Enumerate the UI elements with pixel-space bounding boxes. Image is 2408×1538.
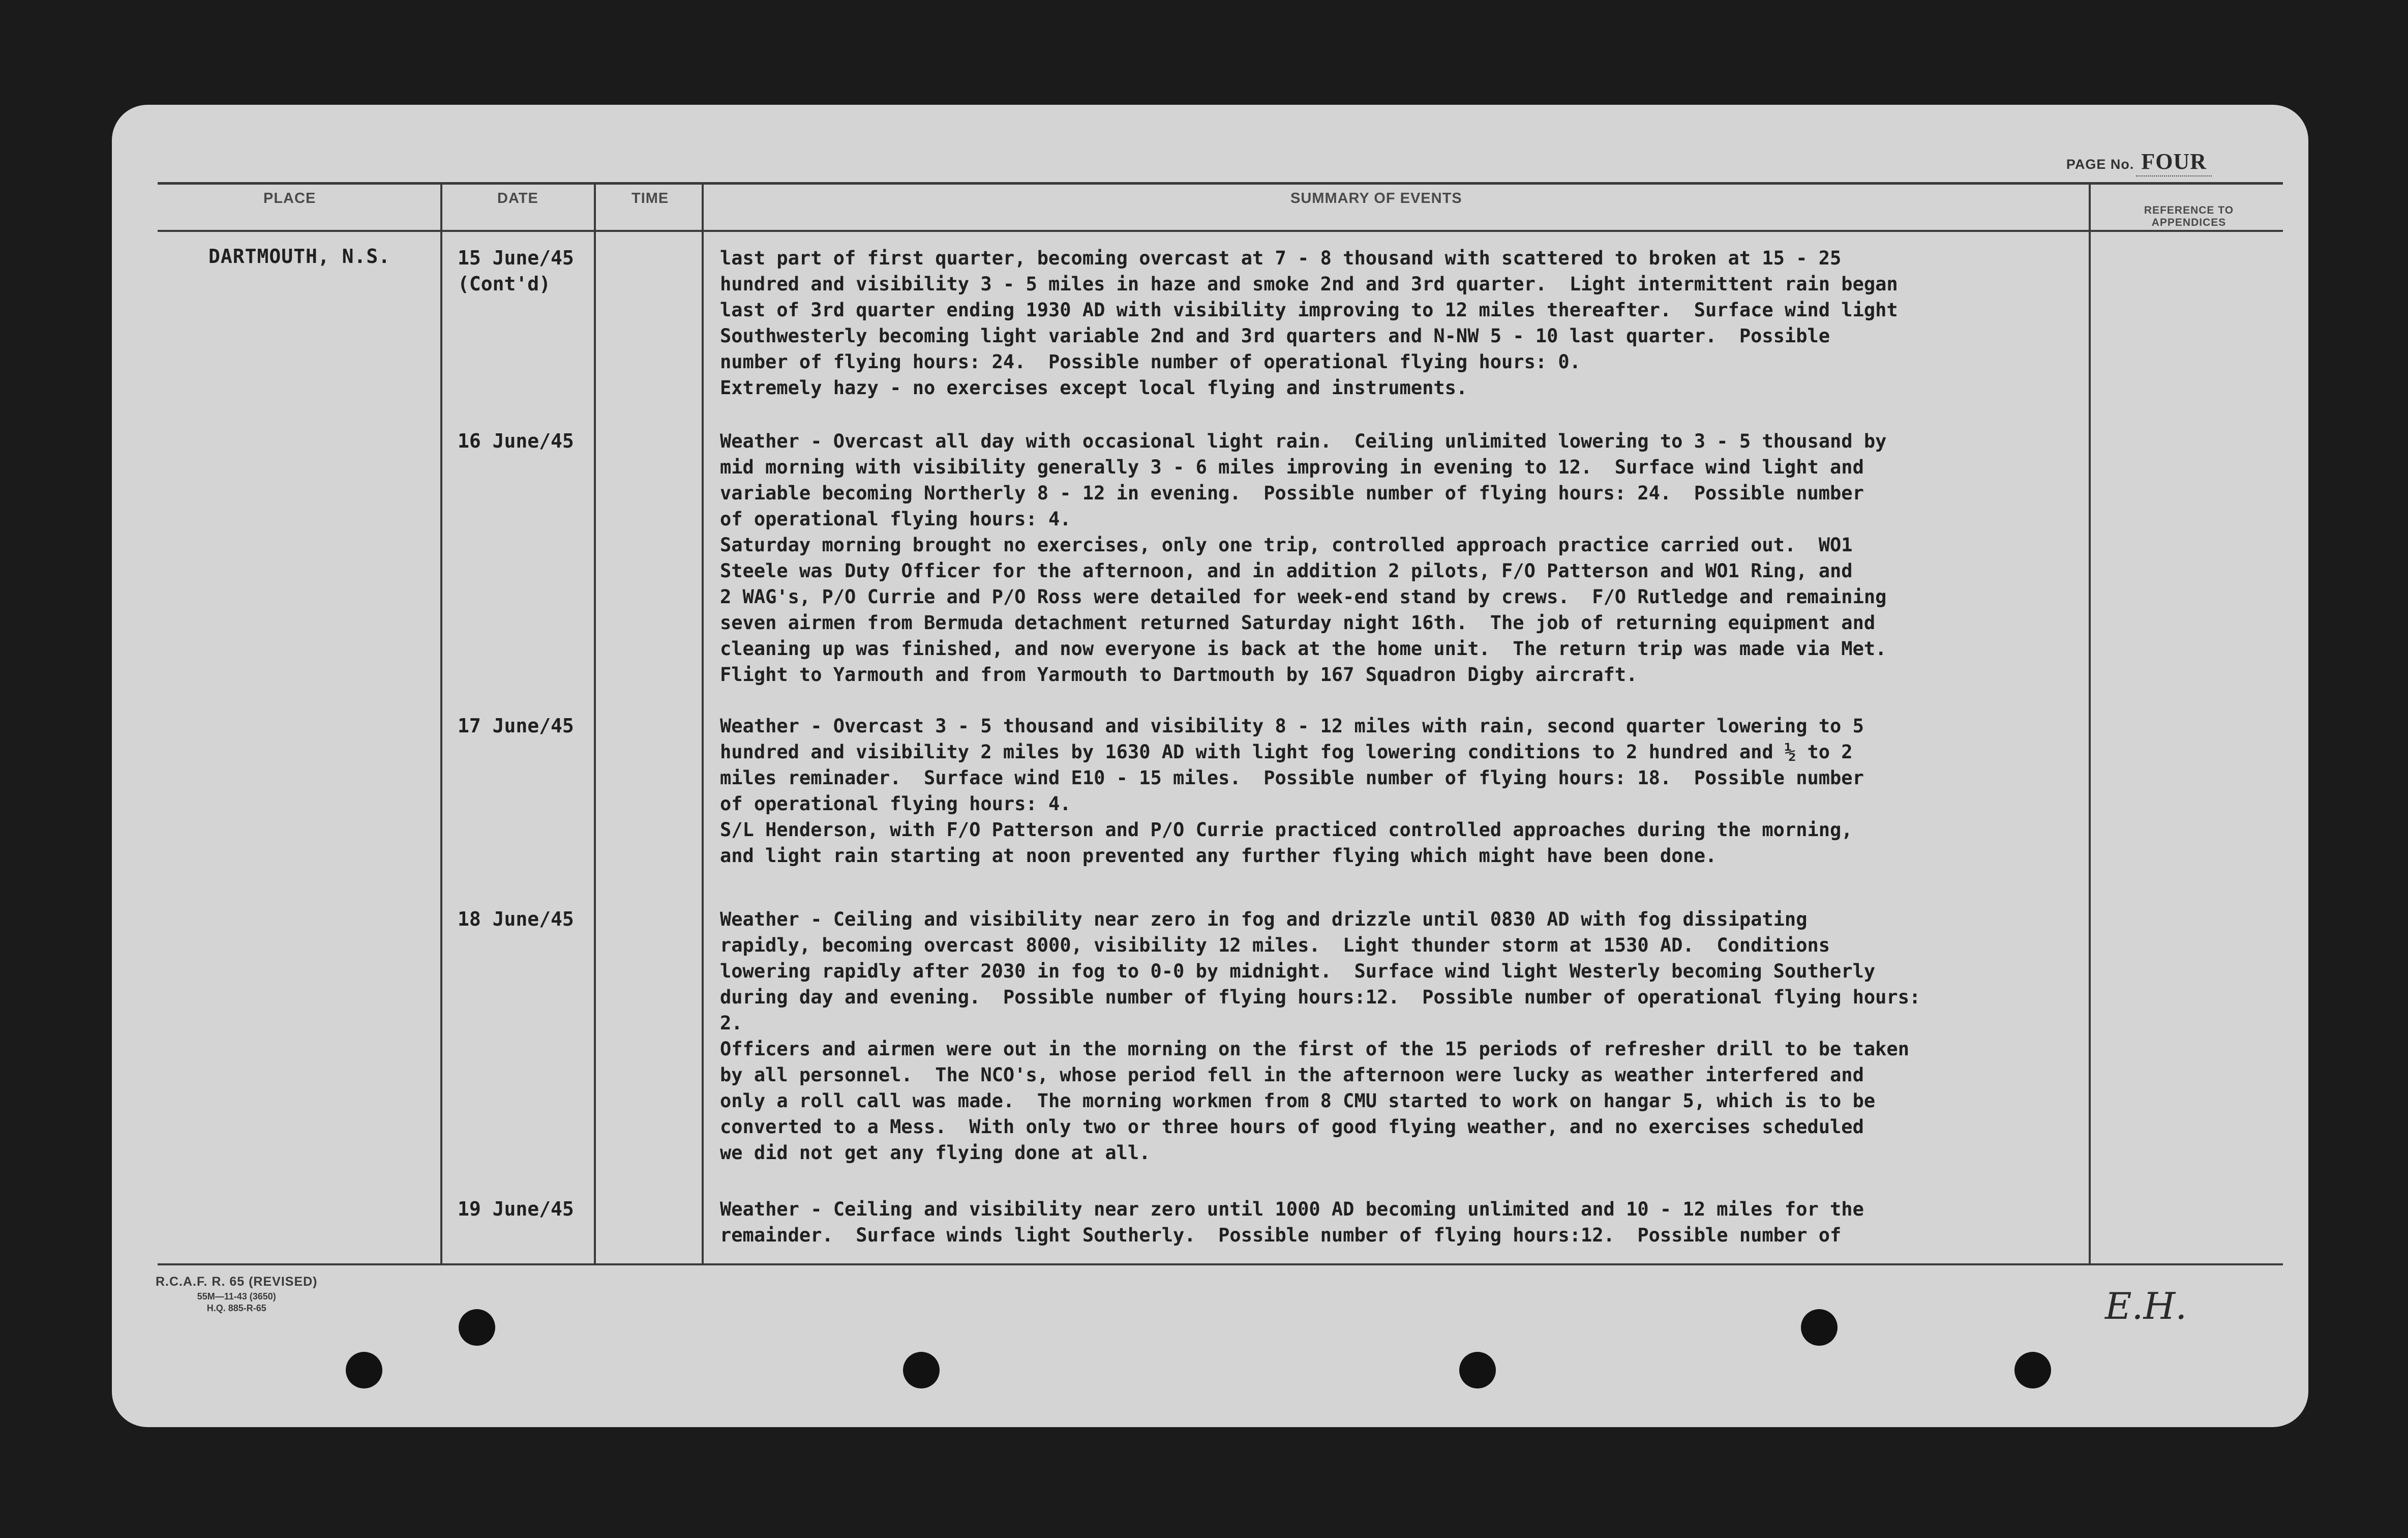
entry-date-19-june: 19 June/45 (458, 1198, 574, 1220)
reference-header-line2: APPENDICES (2151, 217, 2226, 228)
footer-rule (158, 1263, 2283, 1265)
column-header-date: DATE (497, 190, 538, 206)
column-header-time: TIME (631, 190, 669, 206)
column-header-summary: SUMMARY OF EVENTS (1290, 190, 1462, 206)
entry-summary-17-june: Weather - Overcast 3 - 5 thousand and visibility 8 - 12 miles with rain, second quarter lowering to 5 hundred and visibility 2 miles by 1630 AD with light fog lowering conditions to 2 hundred and ½ to 2 miles reminader. Surface wind E10 - 15 miles. Possible number of flying hours: 18. Possible number of operational flying hours: 4. S/L Henderson, with F/O Patterson and P/O Currie practiced controlled approaches during the morning, and light rain starting at noon prevented any further flying which might have been done. (720, 715, 1864, 867)
hq-code: H.Q. 885-R-65 (206, 1303, 266, 1313)
column-header-place: PLACE (263, 190, 316, 206)
entry-summary-15-june: last part of first quarter, becoming overcast at 7 - 8 thousand with scattered to broken at 15 - 25 hundred and visibility 3 - 5 miles in haze and smoke 2nd and 3rd quarter. Light intermittent rain began last of 3rd quarter ending 1930 AD with visibility improving to 12 miles thereafter. Surface wind light Southwesterly becoming light variable 2nd and 3rd quarters and N-NW 5 - 10 last quarter. Possible number of flying hours: 24. Possible number of operational flying hours: 0. Extremely hazy - no exercises except local flying and instruments. (720, 247, 1898, 399)
entry-date-17-june: 17 June/45 (458, 715, 574, 737)
place-value: DARTMOUTH, N.S. (208, 245, 391, 268)
binder-hole (903, 1352, 940, 1388)
entry-date-15-june: 15 June/45 (Cont'd) (458, 247, 574, 295)
header-top-rule (158, 182, 2283, 185)
binder-hole (2014, 1352, 2051, 1388)
binder-hole (346, 1352, 382, 1388)
divider-time-summary (702, 182, 704, 1263)
entry-summary-18-june: Weather - Ceiling and visibility near zero in fog and drizzle until 0830 AD with fog dissipating rapidly, becoming overcast 8000, visibility 12 miles. Light thunder storm at 1530 AD. Conditions lowering rapidly after 2030 in fog to 0-0 by midnight. Surface wind light Westerly becoming Southerly during day and evening. Possible number of flying hours:12. Possible number of operational flying hours: 2. Officers and airmen were out in the morning on the first of the 15 periods of refresher drill to be taken by all personnel. The NCO's, whose period fell in the afternoon were lucky as weather interfered and only a roll call was made. The morning workmen from 8 CMU started to work on hangar 5, which is to be converted to a Mess. With only two or three hours of good flying weather, and no exercises scheduled we did not get any flying done at all. (720, 908, 1921, 1164)
page-label-text: PAGE No. (2066, 157, 2134, 172)
diary-sheet (112, 105, 2308, 1427)
entry-summary-19-june: Weather - Ceiling and visibility near zero until 1000 AD becoming unlimited and 10 - 12 miles for the remainder. Surface winds light Southerly. Possible number of flying hours:12. Possible number of (720, 1198, 1864, 1246)
form-footer (156, 1275, 318, 1314)
page-number-value: FOUR (2136, 149, 2212, 176)
reference-header-line1: REFERENCE TO (2144, 204, 2234, 216)
entry-summary-16-june: Weather - Overcast all day with occasional light rain. Ceiling unlimited lowering to 3 - 5 thousand by mid morning with visibility generally 3 - 6 miles improving in evening to 12. Surface wind light and variable becoming Northerly 8 - 12 in evening. Possible number of flying hours: 24. Possible number of operational flying hours: 4. Saturday morning brought no exercises, only one trip, controlled approach practice carried out. WO1 Steele was Duty Officer for the afternoon, and in addition 2 pilots, F/O Patterson and WO1 Ring, and 2 WAG's, P/O Currie and P/O Ross were detailed for week-end stand by crews. F/O Rutledge and remaining seven airmen from Bermuda detachment returned Saturday night 16th. The job of returning equipment and cleaning up was finished, and now everyone is back at the home unit. The return trip was made via Met. Flight to Yarmouth and from Yarmouth to Dartmouth by 167 Squadron Digby aircraft. (720, 430, 1887, 686)
form-number: R.C.A.F. R. 65 (REVISED) (156, 1275, 318, 1289)
page-number-label (2066, 149, 2212, 176)
binder-hole (1801, 1309, 1838, 1346)
print-code: 55M—11-43 (3650) (197, 1291, 276, 1302)
divider-place-date (440, 182, 442, 1263)
entry-date-18-june: 18 June/45 (458, 908, 574, 930)
header-bottom-rule (158, 230, 2283, 232)
binder-hole (459, 1309, 495, 1346)
handwritten-initials: E.H. (2105, 1285, 2187, 1327)
entry-date-16-june: 16 June/45 (458, 430, 574, 452)
divider-date-time (594, 182, 596, 1263)
binder-hole (1459, 1352, 1496, 1388)
column-header-reference (2110, 204, 2268, 229)
